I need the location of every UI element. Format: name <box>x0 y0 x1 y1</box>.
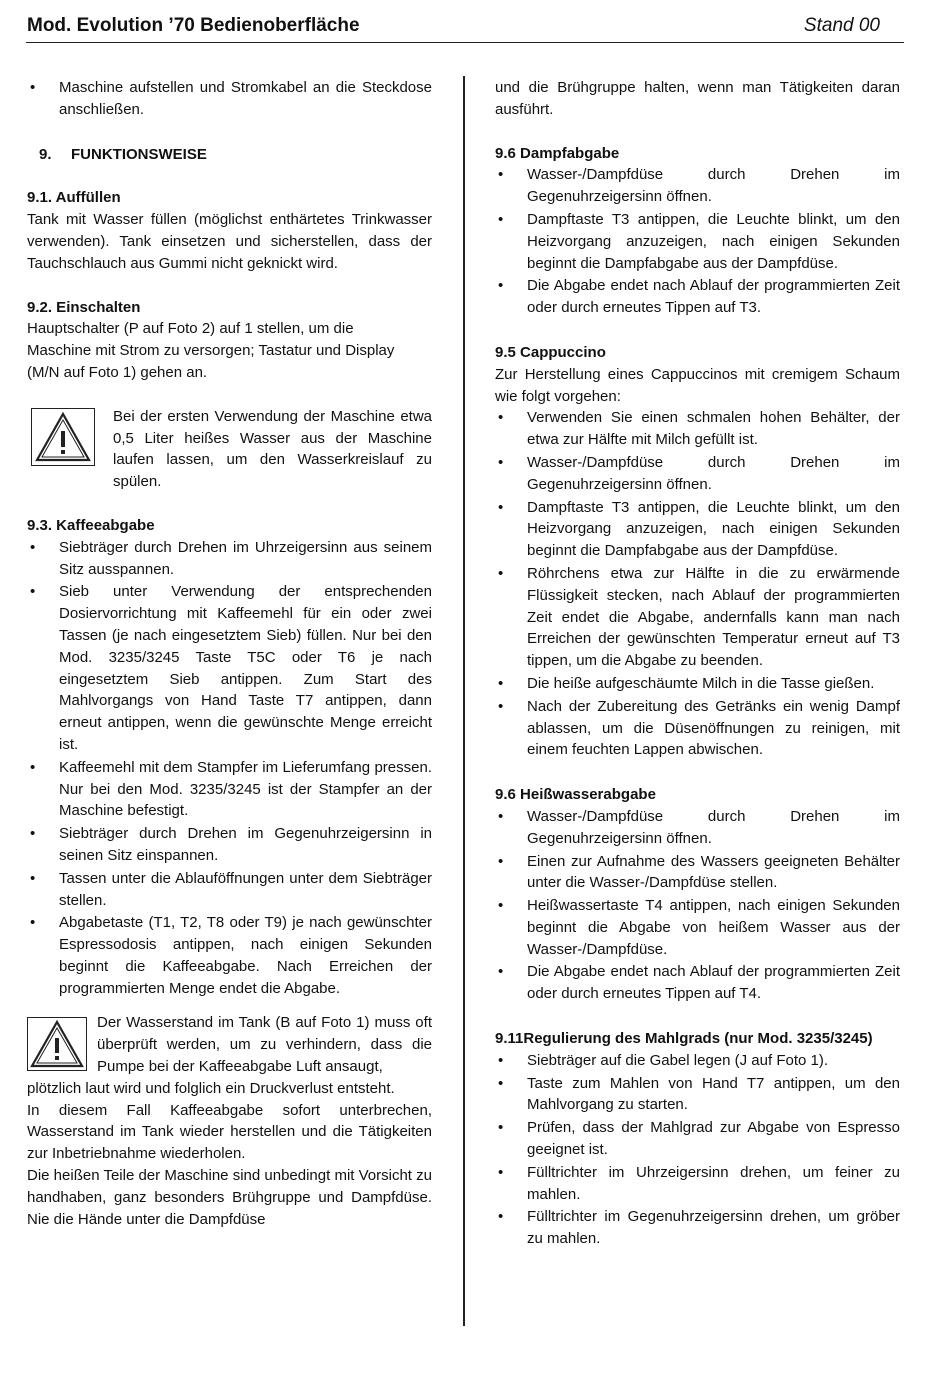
list-item: • Dampftaste T3 antippen, die Leuchte blinkt, um den Heizvorgang anzuzeigen, nach einigen Sekunden beginnt die Dampfabgabe aus der Dampfdüse. <box>495 209 900 274</box>
section-heading-9 <box>27 144 432 166</box>
list-item: • Tassen unter die Ablauföffnungen unter dem Siebträger stellen. <box>27 868 432 912</box>
list-item: • Nach der Zubereitung des Getränks ein wenig Dampf ablassen, um die Düsenöffnungen zu reinigen, mit einem feuchten Lappen abwischen. <box>495 696 900 761</box>
list-item: • Heißwassertaste T4 antippen, nach einigen Sekunden beginnt die Abgabe von heißem Wasser aus der Wasser-/Dampfdüse. <box>495 895 900 960</box>
warning-box-water-level <box>27 1012 432 1230</box>
list-item: • Kaffeemehl mit dem Stampfer im Lieferumfang pressen. Nur bei den Mod. 3235/3245 ist der Stampfer an der Maschine befestigt. <box>27 757 432 822</box>
list-9-3 <box>27 537 432 1000</box>
list-item: • Verwenden Sie einen schmalen hohen Behälter, der etwa zur Hälfte mit Milch gefüllt ist. <box>495 407 900 451</box>
list-item: • Wasser-/Dampfdüse durch Drehen im Gegenuhrzeigersinn öffnen. <box>495 164 900 208</box>
revision-stand: Stand 00 <box>803 15 880 36</box>
list-item: • Die Abgabe endet nach Ablauf der programmierten Zeit oder durch erneutes Tippen auf T4. <box>495 961 900 1005</box>
list-item: • Die heiße aufgeschäumte Milch in die Tasse gießen. <box>495 673 900 695</box>
warning-triangle-icon <box>31 408 95 466</box>
warning-text-interrupt: In diesem Fall Kaffeeabgabe sofort unterbrechen, Wasserstand im Tank wieder herstellen und die Tätigkeiten zur Inbetriebnahme wiederholen. <box>27 1101 432 1163</box>
heading-9-6-steam: 9.6 Dampfabgabe <box>495 144 620 162</box>
list-9-11 <box>495 1050 900 1250</box>
list-item: • Siebträger auf die Gabel legen (J auf Foto 1). <box>495 1050 900 1072</box>
list-item: • Einen zur Aufnahme des Wassers geeigneten Behälter unter die Wasser-/Dampfdüse stellen. <box>495 851 900 895</box>
paragraph-9-2-line2: Maschine mit Strom zu versorgen; Tastatur und Display <box>27 342 395 360</box>
section-number: 9. <box>39 145 52 163</box>
paragraph-9-5: Zur Herstellung eines Cappuccinos mit cremigem Schaum wie folgt vorgehen: <box>495 365 900 405</box>
paragraph-9-2-line3: (M/N auf Foto 1) gehen an. <box>27 363 208 381</box>
list-item: • Sieb unter Verwendung der entsprechenden Dosiervorrichtung mit Kaffeemehl für ein oder zwei Tassen (je nach eingesetztem Sieb) füllen. Nur bei den Mod. 3235/3245 Taste T5C oder T6 je nach eingesetztem Sieb antippen. Zum Start des Mahlvorgangs von Hand Taste T7 antippen, dann erneut antippen, wenn die gewünschte Menge erreicht ist. <box>27 581 432 755</box>
continuation-text: und die Brühgruppe halten, wenn man Tätigkeiten daran ausführt. <box>495 79 900 118</box>
right-column <box>495 77 900 1251</box>
list-item: • Röhrchens etwa zur Hälfte in die zu erwärmende Flüssigkeit stecken, nach Ablauf der programmierten Zeit endet die Abgabe, andernfalls kann man nach Erreichen der gewünschten Temperatur erneut auf T3 tippen, um die Abgabe zu beenden. <box>495 563 900 672</box>
heading-9-3: 9.3. Kaffeeabgabe <box>27 516 155 534</box>
intro-list <box>27 77 432 121</box>
list-9-6-hot-water <box>495 806 900 1005</box>
list-item: • Dampftaste T3 antippen, die Leuchte blinkt, um den Heizvorgang anzuzeigen, nach einigen Sekunden beginnt die Dampfabgabe aus der Dampfdüse. <box>495 497 900 562</box>
list-item: • Prüfen, dass der Mahlgrad zur Abgabe von Espresso geeignet ist. <box>495 1117 900 1161</box>
page-header <box>26 14 904 43</box>
warning-text-water-level-cont: plötzlich laut wird und folglich ein Druckverlust entsteht. <box>27 1079 395 1097</box>
heading-9-6-hot-water: 9.6 Heißwasserabgabe <box>495 786 656 804</box>
section-title: FUNKTIONSWEISE <box>71 145 207 163</box>
list-item: • Die Abgabe endet nach Ablauf der programmierten Zeit oder durch erneutes Tippen auf T3. <box>495 275 900 319</box>
warning-box-first-use <box>27 406 432 493</box>
column-divider <box>463 76 465 1326</box>
heading-9-11: 9.11Regulierung des Mahlgrads (nur Mod. 3235/3245) <box>495 1030 873 1048</box>
list-9-6-steam <box>495 164 900 319</box>
heading-9-1: 9.1. Auffüllen <box>27 189 121 207</box>
list-item: • Fülltrichter im Gegenuhrzeigersinn drehen, um gröber zu mahlen. <box>495 1206 900 1250</box>
paragraph-9-1: Tank mit Wasser füllen (möglichst enthärtetes Trinkwasser verwenden). Tank einsetzen und sicherstellen, dass der Tauchschlauch aus Gummi nicht geknickt wird. <box>27 211 432 272</box>
list-item: • Wasser-/Dampfdüse durch Drehen im Gegenuhrzeigersinn öffnen. <box>495 452 900 496</box>
list-item: • Siebträger durch Drehen im Uhrzeigersinn aus seinem Sitz ausspannen. <box>27 537 432 581</box>
list-item: • Fülltrichter im Uhrzeigersinn drehen, um feiner zu mahlen. <box>495 1162 900 1206</box>
heading-9-2: 9.2. Einschalten <box>27 298 141 316</box>
paragraph-9-2-line1: Hauptschalter (P auf Foto 2) auf 1 stellen, um die <box>27 320 354 338</box>
warning-text-water-level: Der Wasserstand im Tank (B auf Foto 1) muss oft überprüft werden, um zu verhindern, dass die Pumpe bei der Kaffeeabgabe Luft ansaugt, <box>97 1014 432 1076</box>
left-column <box>27 77 432 1230</box>
list-9-5 <box>495 407 900 761</box>
list-item: • Siebträger durch Drehen im Gegenuhrzeigersinn in seinen Sitz einspannen. <box>27 823 432 867</box>
heading-9-5: 9.5 Cappuccino <box>495 343 606 361</box>
warning-text-first-use: Bei der ersten Verwendung der Maschine etwa 0,5 Liter heißes Wasser aus der Maschine laufen lassen, um den Wasserkreislauf zu spülen. <box>113 407 432 491</box>
warning-triangle-icon <box>27 1017 87 1071</box>
list-item: • Abgabetaste (T1, T2, T8 oder T9) je nach gewünschter Espressodosis antippen, nach einigen Sekunden beginnt die Kaffeeabgabe. Nach Erreichen der programmierten Menge endet die Abgabe. <box>27 912 432 999</box>
document-title: Mod. Evolution ’70 Bedienoberfläche <box>27 15 360 36</box>
list-item: • Taste zum Mahlen von Hand T7 antippen, um den Mahlvorgang zu starten. <box>495 1073 900 1117</box>
warning-text-hot-parts: Die heißen Teile der Maschine sind unbedingt mit Vorsicht zu handhaben, ganz besonders Brühgruppe und Dampfdüse. Nie die Hände unter die Dampfdüse <box>27 1167 432 1228</box>
list-item: • Maschine aufstellen und Stromkabel an die Steckdose anschließen. <box>27 77 432 121</box>
list-item: • Wasser-/Dampfdüse durch Drehen im Gegenuhrzeigersinn öffnen. <box>495 806 900 850</box>
